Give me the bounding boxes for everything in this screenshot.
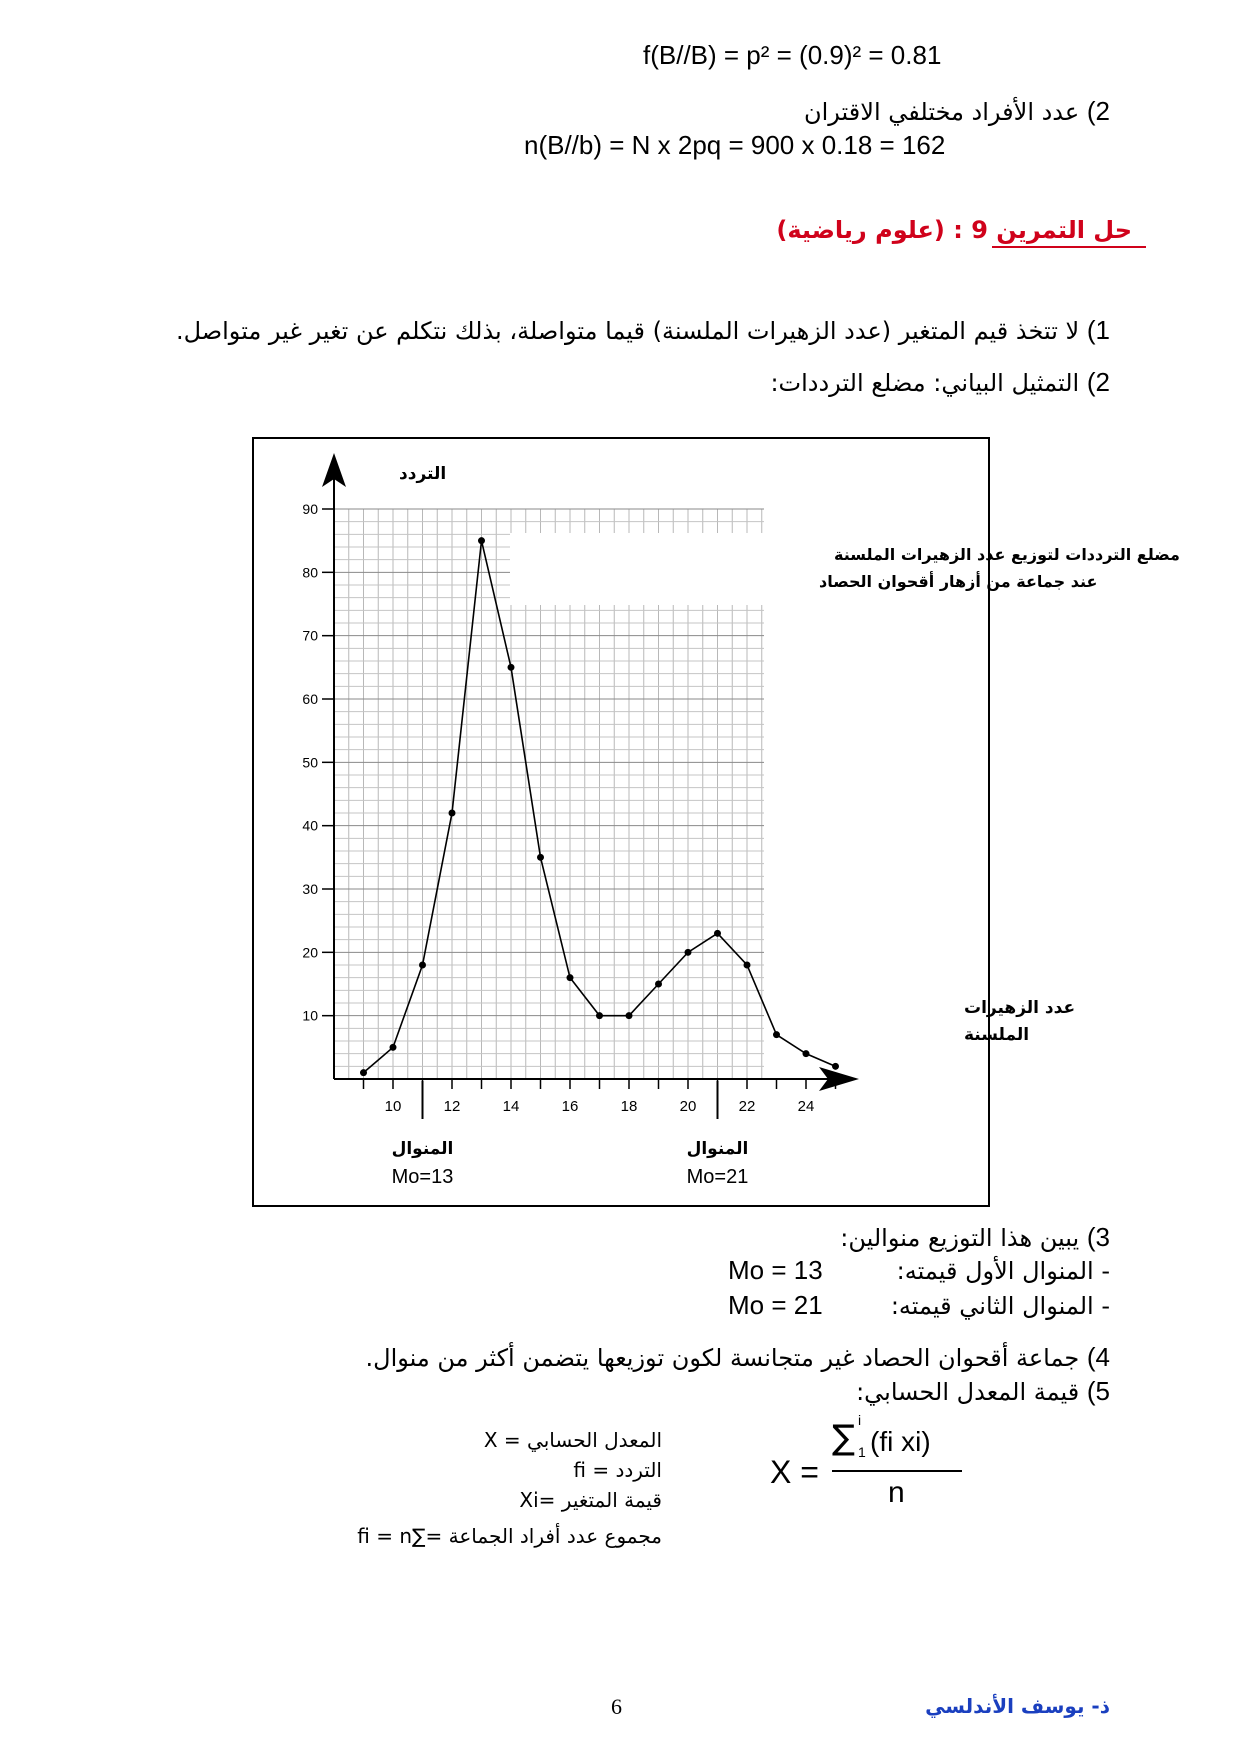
data-point [419,962,426,969]
x-tick-label: 22 [738,1098,756,1115]
x-tick-label: 24 [797,1098,815,1115]
y-tick-label: 90 [302,501,318,517]
data-point [449,810,456,817]
sum-upper: i [858,1412,862,1428]
data-point [832,1063,839,1070]
item-4-text: جماعة أقحوان الحصاد غير متجانسة لكون توزيعها يتضمن أكثر من منوال. [365,1344,1080,1372]
chart-title-background [510,533,838,605]
sum-symbol: ∑ [832,1418,855,1458]
item-4 [366,1342,1111,1373]
y-tick-label: 40 [302,817,318,834]
mean-formula-lhs: X = [770,1454,819,1490]
fraction-bar [832,1470,962,1472]
data-point [626,1012,633,1019]
page-number: 6 [611,1694,622,1719]
y-tick-label: 70 [302,627,318,644]
formula-denominator: n [888,1476,905,1509]
item-4-num: 4) [1086,1342,1110,1372]
point-1 [176,315,1110,346]
mode-2-value: Mo = 21 [728,1290,823,1320]
point-2 [770,367,1110,398]
x-tick-label: 12 [443,1098,461,1115]
y-tick-label: 10 [302,1007,318,1024]
x-tick-label: 16 [561,1098,579,1115]
mode-value: Mo=13 [391,1166,454,1188]
mode-2-label: - المنوال الثاني قيمته: [890,1292,1110,1320]
item-3-num: 3) [1086,1222,1110,1252]
mode-value: Mo=21 [686,1166,749,1188]
point-2-text: التمثيل البياني: مضلع الترددات: [770,369,1080,397]
legend-n: مجموع عدد أفراد الجماعة =∑fi = n [357,1524,662,1548]
nBb-formula: n(B//b) = N x 2pq = 900 x 0.18 = 162 [524,130,946,160]
y-tick-label: 50 [302,754,318,771]
item-3-text: يبين هذا التوزيع منوالين: [840,1224,1080,1252]
legend-mean: المعدل الحسابي = X [483,1428,662,1452]
mode-1-value: Mo = 13 [728,1255,823,1285]
x-axis-label-line-2: الملسنة [964,1025,1030,1045]
y-tick-label: 20 [302,944,318,961]
data-point [714,930,721,937]
item-2-top [804,96,1110,127]
data-point [655,981,662,988]
legend-xi: قيمة المتغير =Xi [519,1488,662,1512]
chart-title-line-2: عند جماعة من أزهار أقحوان الحصاد [819,572,1098,591]
formula-numerator: (fi xi) [870,1426,931,1457]
data-point [508,664,515,671]
point-1-text: لا تتخذ قيم المتغير (عدد الزهيرات الملسنة) قيما متواصلة، بذلك نتكلم عن تغير غير متواصل. [175,317,1080,345]
x-tick-label: 18 [620,1098,638,1115]
data-point [685,949,692,956]
y-tick-label: 30 [302,881,318,897]
item-2-text: عدد الأفراد مختلفي الاقتران [804,98,1080,126]
y-tick-label: 80 [302,564,318,581]
x-tick-label: 10 [384,1098,402,1115]
point-2-num: 2) [1086,367,1110,397]
author-name: ذ- يوسف الأندلسي [925,1694,1110,1718]
x-axis-label-line-1: عدد الزهيرات [964,998,1076,1018]
item-5-num: 5) [1086,1376,1110,1406]
frequency-polygon-chart [254,439,1180,1205]
mode-1-label: - المنوال الأول قيمته: [896,1257,1110,1285]
section-title: حل التمرين 9 : (علوم رياضية) [776,216,1132,244]
chart-title-line-1: مضلع الترددات لتوزيع عدد الزهيرات الملسنة [834,545,1180,564]
y-tick-label: 60 [302,691,318,707]
item-5 [856,1376,1110,1407]
mean-formula [770,1412,970,1518]
item-5-text: قيمة المعدل الحسابي: [856,1378,1080,1406]
data-point [390,1044,397,1051]
mode-label: المنوال [686,1139,749,1159]
x-tick-label: 14 [502,1098,520,1115]
data-point [360,1069,367,1076]
item-2-label: 2) [1086,96,1110,126]
data-point [803,1050,810,1057]
fBB-formula: f(B//B) = p² = (0.9)² = 0.81 [643,40,942,70]
section-title-underline [992,246,1146,248]
point-1-num: 1) [1086,315,1110,345]
data-point [478,537,485,544]
data-point [567,974,574,981]
data-point [537,854,544,861]
x-tick-label: 20 [679,1098,697,1115]
legend-fi: التردد = fi [573,1458,662,1482]
y-axis-label: التردد [399,464,447,484]
mode-label: المنوال [391,1139,454,1159]
chart-frame [252,437,1180,1207]
item-3 [840,1222,1110,1253]
data-point [773,1031,780,1038]
data-point [744,962,751,969]
sum-lower: 1 [858,1444,866,1460]
data-point [596,1012,603,1019]
